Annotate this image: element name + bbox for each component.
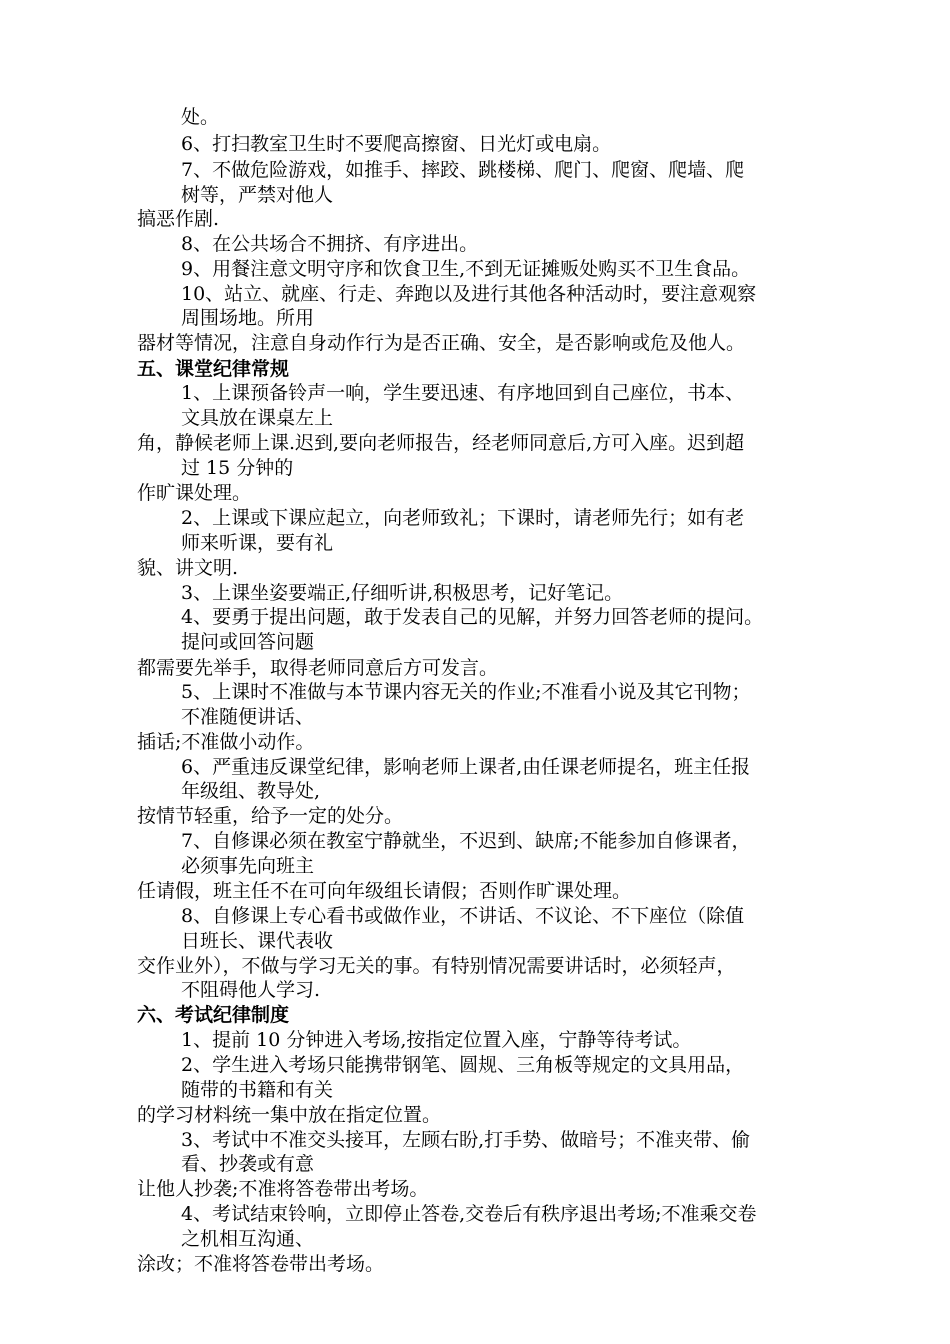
text-line: 角，静候老师上课.迟到,要向老师报告，经老师同意后,方可入座。迟到超 [137, 432, 745, 454]
text-line: 搞恶作剧. [137, 208, 220, 230]
text-line: 处。 [181, 106, 220, 128]
text-line: 都需要先举手，取得老师同意后方可发言。 [137, 657, 499, 679]
text-line: 树等，严禁对他人 [181, 184, 334, 206]
text-line: 日班长、课代表收 [181, 930, 334, 952]
text-line: 3、考试中不准交头接耳，左顾右盼,打手势、做暗号；不准夹带、偷 [181, 1129, 751, 1151]
text-line: 5、上课时不准做与本节课内容无关的作业;不准看小说及其它刊物； [181, 681, 751, 703]
text-line: 插话;不准做小动作。 [137, 731, 315, 753]
text-line: 按情节轻重，给予一定的处分。 [137, 805, 404, 827]
text-line: 1、上课预备铃声一响，学生要迅速、有序地回到自己座位，书本、 [181, 382, 745, 404]
text-line: 4、考试结束铃响，立即停止答卷,交卷后有秩序退出考场;不准乘交卷 [181, 1203, 757, 1225]
text-line: 年级组、教导处, [181, 780, 321, 802]
text-line: 7、不做危险游戏，如推手、摔跤、跳楼梯、爬门、爬窗、爬墙、爬 [181, 159, 745, 181]
text-line: 6、打扫教室卫生时不要爬高擦窗、日光灯或电扇。 [181, 133, 612, 155]
text-line: 让他人抄袭;不准将答卷带出考场。 [137, 1178, 429, 1200]
section-heading-6: 六、考试纪律制度 [137, 1004, 290, 1026]
text-line: 不准随便讲话、 [181, 706, 315, 728]
text-line: 器材等情况，注意自身动作行为是否正确、安全，是否影响或危及他人。 [137, 332, 746, 354]
text-line: 之机相互沟通、 [181, 1228, 315, 1250]
text-line: 9、用餐注意文明守序和饮食卫生,不到无证摊贩处购买不卫生食品。 [181, 258, 751, 280]
text-line: 8、自修课上专心看书或做作业，不讲话、不议论、不下座位（除值 [181, 905, 745, 927]
text-line: 3、上课坐姿要端正,仔细听讲,积极思考，记好笔记。 [181, 582, 624, 604]
text-line: 10、站立、就座、行走、奔跑以及进行其他各种活动时，要注意观察 [181, 283, 757, 305]
text-line: 过 15 分钟的 [181, 457, 294, 479]
section-heading-5: 五、课堂纪律常规 [137, 358, 290, 380]
text-line: 文具放在课桌左上 [181, 407, 334, 429]
text-line: 6、严重违反课堂纪律，影响老师上课者,由任课老师提名，班主任报 [181, 756, 751, 778]
text-line: 不阻碍他人学习. [181, 979, 321, 1001]
text-line: 周围场地。所用 [181, 307, 315, 329]
text-line: 2、学生进入考场只能携带钢笔、圆规、三角板等规定的文具用品， [181, 1054, 745, 1076]
text-line: 提问或回答问题 [181, 631, 315, 653]
text-line: 任请假，班主任不在可向年级组长请假；否则作旷课处理。 [137, 880, 632, 902]
text-line: 8、在公共场合不拥挤、有序进出。 [181, 233, 479, 255]
text-line: 4、要勇于提出问题，敢于发表自己的见解，并努力回答老师的提问。 [181, 606, 764, 628]
text-line: 涂改；不准将答卷带出考场。 [137, 1253, 385, 1275]
text-line: 1、提前 10 分钟进入考场,按指定位置入座，宁静等待考试。 [181, 1029, 692, 1051]
text-line: 随带的书籍和有关 [181, 1079, 334, 1101]
text-line: 貌、讲文明. [137, 557, 239, 579]
text-line: 作旷课处理。 [137, 482, 252, 504]
text-line: 的学习材料统一集中放在指定位置。 [137, 1104, 442, 1126]
text-line: 7、自修课必须在教室宁静就坐，不迟到、缺席;不能参加自修课者， [181, 830, 751, 852]
text-line: 师来听课，要有礼 [181, 532, 334, 554]
text-line: 交作业外），不做与学习无关的事。有特别情况需要讲话时，必须轻声， [137, 955, 736, 977]
text-line: 必须事先向班主 [181, 855, 315, 877]
text-line: 2、上课或下课应起立，向老师致礼；下课时，请老师先行；如有老 [181, 507, 745, 529]
text-line: 看、抄袭或有意 [181, 1153, 315, 1175]
